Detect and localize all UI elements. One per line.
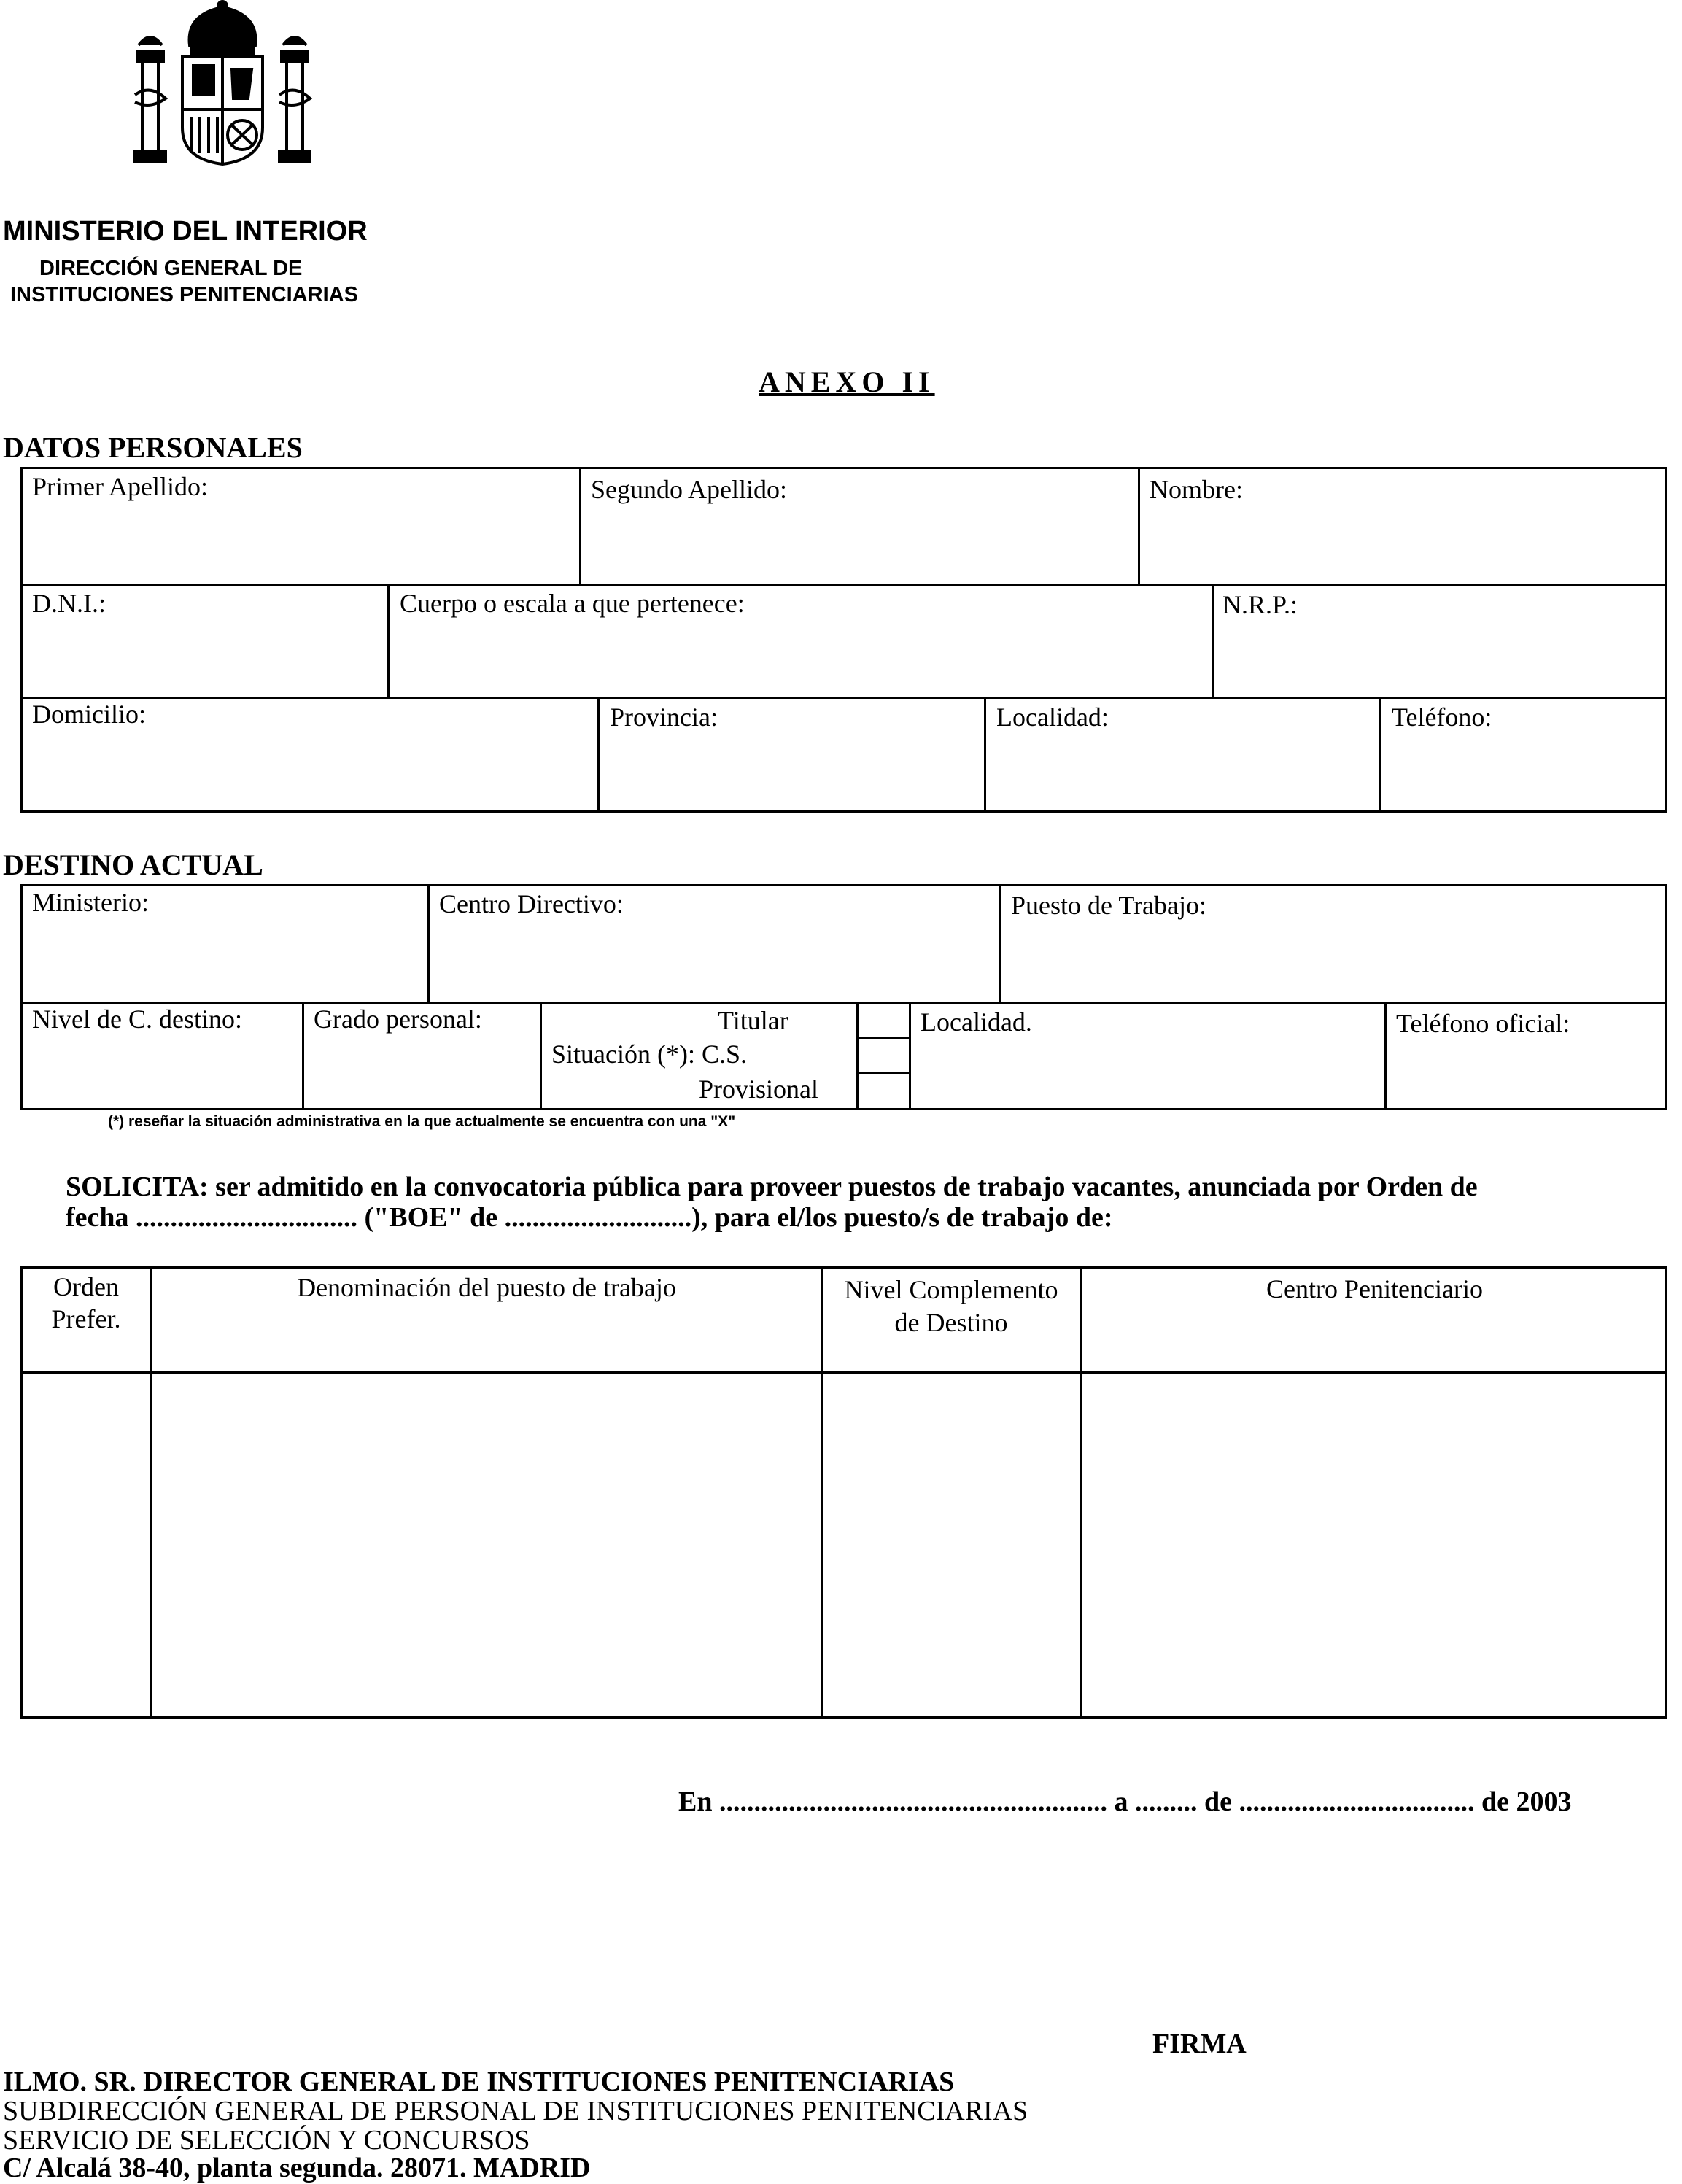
col-divider xyxy=(1379,697,1381,813)
cell-orden[interactable] xyxy=(23,1374,150,1716)
row-divider xyxy=(20,1002,1667,1004)
col-header-nivel: Nivel Complemento de Destino xyxy=(844,1275,1058,1337)
footer-subdireccion: SUBDIRECCIÓN GENERAL DE PERSONAL DE INSTITUCIONES PENITENCIARIAS xyxy=(3,2096,1028,2126)
label-situacion: Situación (*): C.S. xyxy=(551,1039,747,1069)
col-divider xyxy=(540,1002,542,1110)
cell-nivel[interactable] xyxy=(823,1374,1080,1716)
date-line: En ........................................................ a ......... de .................................. de 2003 xyxy=(678,1786,1572,1817)
solicita-text xyxy=(66,1172,1656,1233)
footer-servicio: SERVICIO DE SELECCIÓN Y CONCURSOS xyxy=(3,2125,530,2156)
footer-address: C/ Alcalá 38-40, planta segunda. 28071. MADRID xyxy=(3,2153,591,2183)
firma-label: FIRMA xyxy=(1152,2029,1247,2059)
directorate-line-2: INSTITUCIONES PENITENCIARIAS xyxy=(10,283,358,306)
col-divider xyxy=(579,467,581,585)
field-telefono-oficial[interactable]: Teléfono oficial: xyxy=(1396,1009,1570,1038)
field-cuerpo[interactable]: Cuerpo o escala a que pertenece: xyxy=(400,589,745,618)
destino-box xyxy=(20,884,1667,1110)
footnote: (*) reseñar la situación administrativa en la que actualmente se encuentra con una "X" xyxy=(108,1113,736,1130)
row-divider xyxy=(20,697,1667,699)
col-divider xyxy=(984,697,986,813)
field-localidad-destino[interactable]: Localidad. xyxy=(921,1007,1032,1037)
label-titular: Titular xyxy=(718,1006,788,1035)
label-provisional: Provisional xyxy=(699,1074,819,1104)
col-divider xyxy=(909,1002,911,1110)
col-divider xyxy=(387,584,390,697)
field-domicilio[interactable]: Domicilio: xyxy=(32,700,146,729)
field-ministerio[interactable]: Ministerio: xyxy=(32,888,149,917)
checkbox-titular[interactable] xyxy=(859,1004,909,1037)
footer-addressee: ILMO. SR. DIRECTOR GENERAL DE INSTITUCIONES PENITENCIARIAS xyxy=(3,2067,955,2097)
col-header-orden: Orden Prefer. xyxy=(51,1272,121,1333)
cell-centro[interactable] xyxy=(1082,1374,1665,1716)
field-provincia[interactable]: Provincia: xyxy=(610,702,718,732)
field-nrp[interactable]: N.R.P.: xyxy=(1222,590,1298,619)
col-divider xyxy=(302,1002,304,1110)
field-segundo-apellido[interactable]: Segundo Apellido: xyxy=(591,475,787,504)
col-divider xyxy=(1384,1002,1387,1110)
solicita-line-2: fecha ................................ ("BOE" de ...........................), para el/los puesto/s de trabajo de: xyxy=(66,1202,1113,1233)
directorate-line-1: DIRECCIÓN GENERAL DE xyxy=(39,257,303,280)
col-divider xyxy=(1138,467,1140,585)
cell-denominacion[interactable] xyxy=(152,1374,821,1716)
field-centro-directivo[interactable]: Centro Directivo: xyxy=(439,889,624,918)
col-divider xyxy=(999,884,1001,1003)
coat-of-arms-icon xyxy=(131,0,314,171)
personal-data-box xyxy=(20,467,1667,813)
field-nivel-destino[interactable]: Nivel de C. destino: xyxy=(32,1004,242,1034)
field-localidad[interactable]: Localidad: xyxy=(996,702,1109,732)
field-telefono[interactable]: Teléfono: xyxy=(1392,702,1492,732)
section-title-datos-personales: DATOS PERSONALES xyxy=(3,431,303,464)
row-divider xyxy=(20,584,1667,586)
field-grado-personal[interactable]: Grado personal: xyxy=(314,1004,482,1034)
col-divider xyxy=(1212,584,1214,697)
field-nombre[interactable]: Nombre: xyxy=(1150,475,1243,504)
section-title-destino-actual: DESTINO ACTUAL xyxy=(3,848,263,881)
col-divider xyxy=(597,697,600,813)
annex-title: ANEXO II xyxy=(759,365,935,398)
checkbox-cs[interactable] xyxy=(859,1039,909,1072)
field-dni[interactable]: D.N.I.: xyxy=(32,589,106,618)
field-primer-apellido[interactable]: Primer Apellido: xyxy=(32,472,208,501)
field-puesto-trabajo[interactable]: Puesto de Trabajo: xyxy=(1011,891,1207,920)
checkbox-provisional[interactable] xyxy=(859,1074,909,1109)
solicita-line-1: SOLICITA: ser admitido en la convocatoria pública para proveer puestos de trabajo vacantes, anunciada por Orden de xyxy=(66,1172,1478,1202)
ministry-name: MINISTERIO DEL INTERIOR xyxy=(3,216,368,247)
col-header-denominacion: Denominación del puesto de trabajo xyxy=(297,1273,676,1302)
col-header-centro: Centro Penitenciario xyxy=(1266,1274,1483,1304)
col-divider xyxy=(427,884,430,1003)
